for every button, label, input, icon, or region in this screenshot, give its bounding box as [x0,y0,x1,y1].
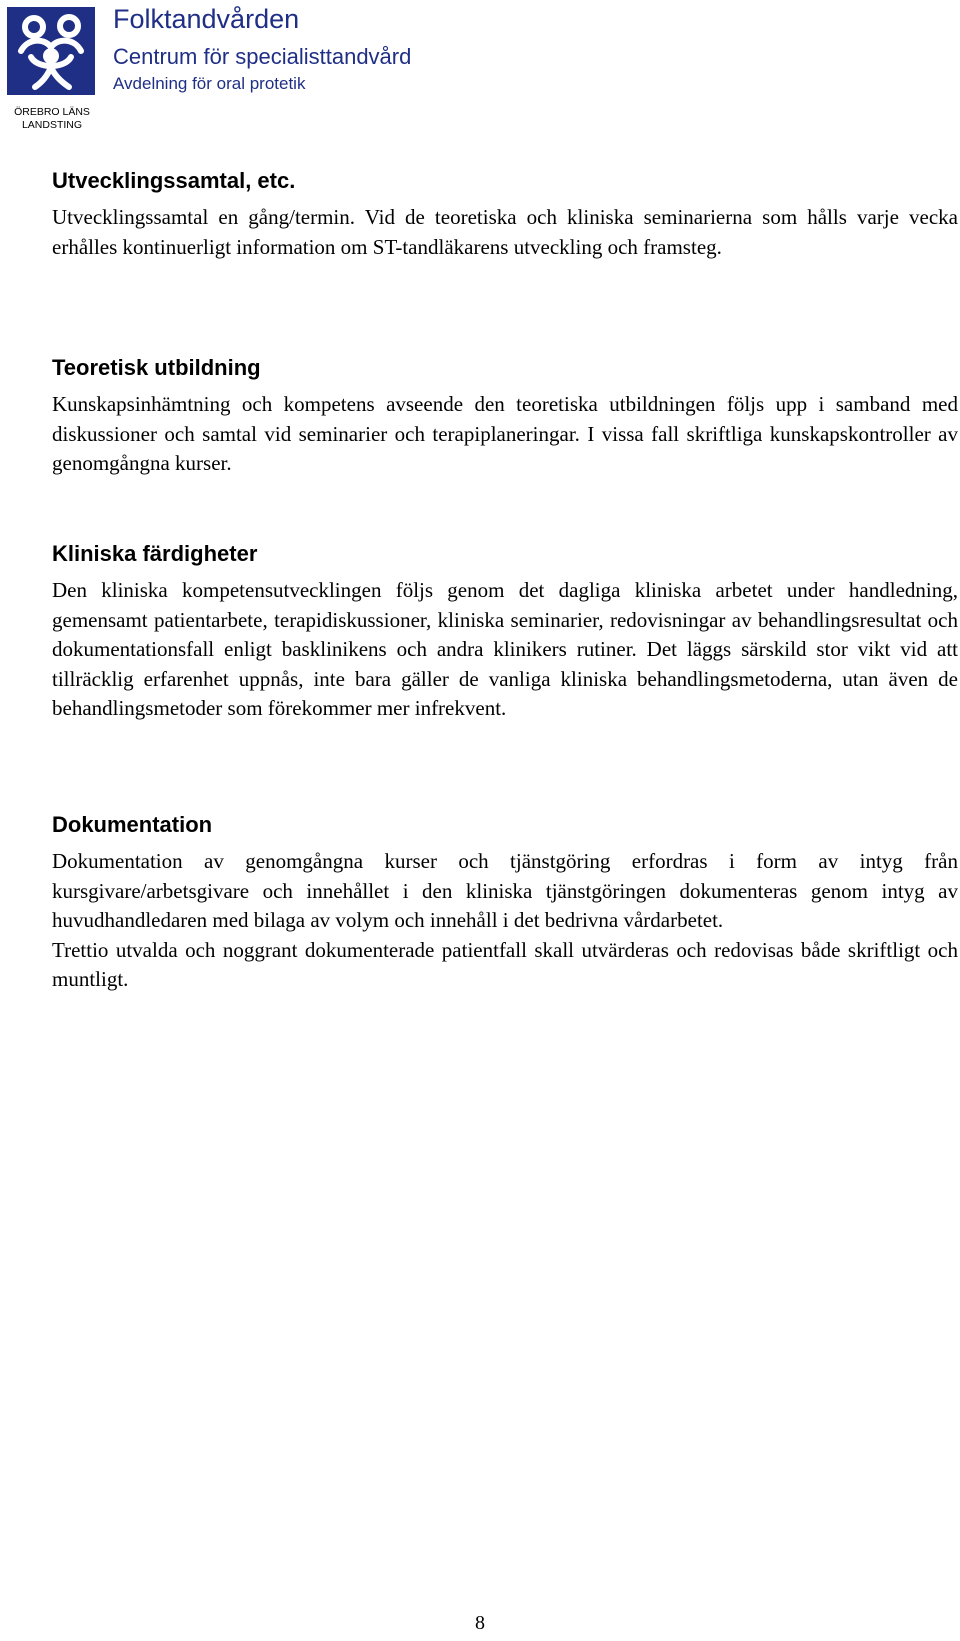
org-label [0,106,104,132]
department-name: Avdelning för oral protetik [113,74,306,93]
center-name: Centrum för specialisttandvård [113,44,412,69]
section-teoretisk-utbildning [52,354,958,479]
section-heading: Dokumentation [52,812,213,837]
paragraph: Dokumentation av genomgångna kurser och tjänstgöring erfordras i form av intyg från kursgivare/arbetsgivare och innehållet i den kliniska tjänstgöringen dokumenteras genom intyg av huvudhandledaren med bilaga av volym och innehåll i det bedrivna vårdarbetet. [52,849,958,932]
org-label-line2: LANDSTING [21,119,83,131]
brand-name: Folktandvården [113,4,300,34]
page-number: 8 [475,1612,485,1634]
section-dokumentation [52,811,958,995]
paragraph: Trettio utvalda och noggrant dokumenterade patientfall skall utvärderas och redovisas både skriftligt och muntligt. [52,937,958,991]
section-body [52,203,958,262]
paragraph: Den kliniska kompetensutvecklingen följs genom det dagliga kliniska arbetet under handledning, gemensamt patientarbete, terapidiskussioner, kliniska seminarier, redovisningar av behandlingsresultat och dokumentationsfall enligt basklinikens och andra klinikers rutiner. Det läggs särskild stor vikt vid att tillräcklig erfarenhet uppnås, inte bara gäller de vanliga kliniska behandlingsmetoderna, utan även de behandlingsmetoder som förekommer mer infrekvent. [52,578,958,720]
section-kliniska-fardigheter [52,540,958,724]
paragraph: Kunskapsinhämtning och kompetens avseende den teoretiska utbildningen följs upp i samband med diskussioner och samtal vid seminarier och terapiplaneringar. I vissa fall skriftliga kunskapskontroller av genomgångna kurser. [52,392,958,475]
paragraph: Utvecklingssamtal en gång/termin. Vid de teoretiska och kliniska seminarierna som hålls varje vecka erhålles kontinuerligt information om ST-tandläkarens utveckling och framsteg. [52,205,958,259]
section-heading: Kliniska färdigheter [52,541,258,566]
section-heading: Teoretisk utbildning [52,355,261,380]
section-body [52,390,958,479]
section-body [52,847,958,995]
folktandvarden-logo-icon [7,7,95,95]
section-utvecklingssamtal [52,167,958,262]
org-label-line1: ÖREBRO LÄNS [14,106,90,118]
section-body [52,576,958,724]
section-heading: Utvecklingssamtal, etc. [52,168,296,193]
